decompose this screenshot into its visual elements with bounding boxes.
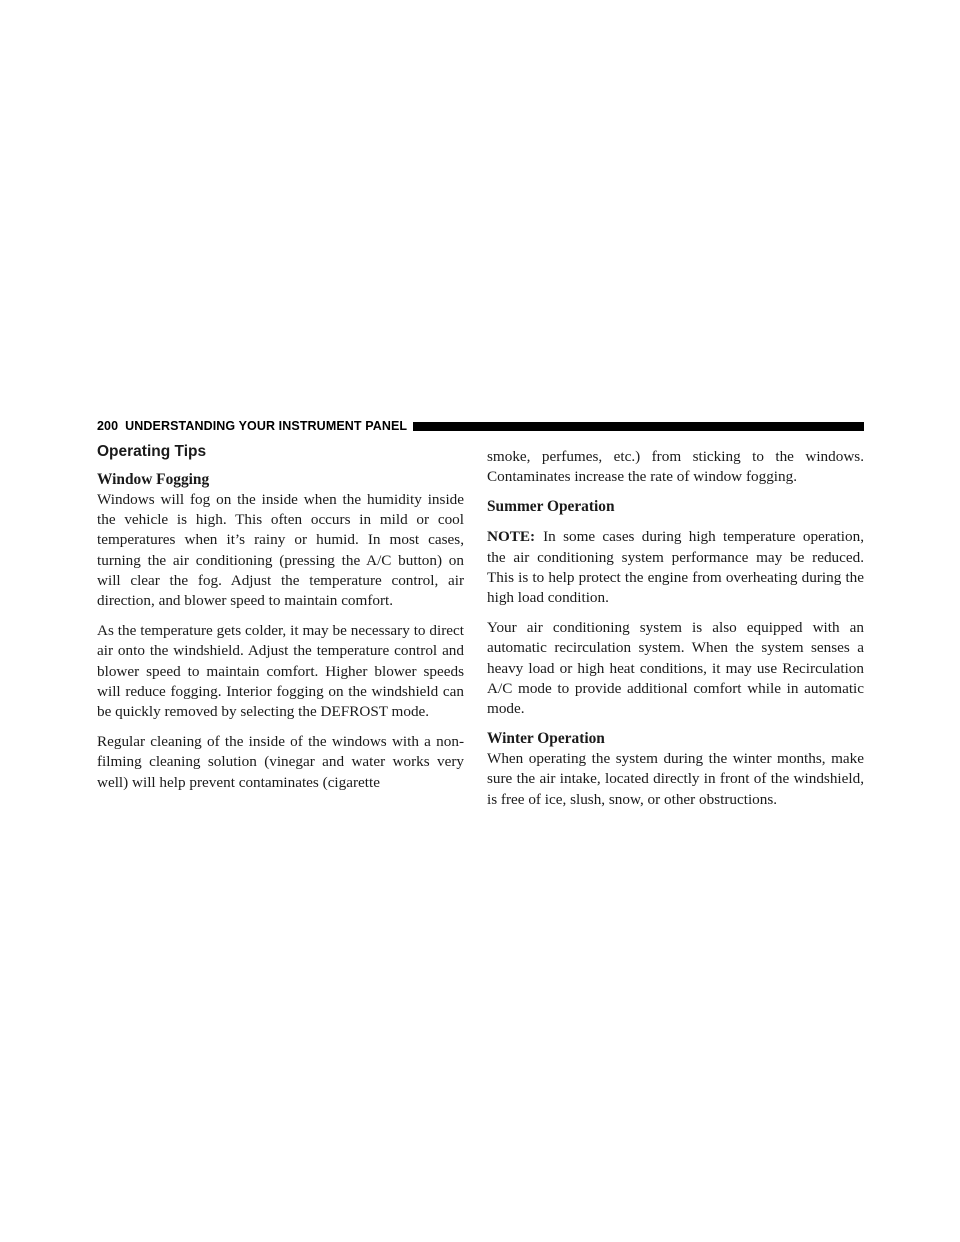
- header-rule: [413, 422, 864, 431]
- paragraph-window-cleaning: Regular cleaning of the inside of the windows with a non-filming cleaning solution (vinegar and water works very well) will help prevent contaminates (cigarette: [97, 733, 464, 791]
- page-header: [97, 418, 864, 434]
- subheading-winter-operation: Winter Operation: [487, 730, 605, 748]
- section-heading-operating-tips: Operating Tips: [97, 443, 207, 460]
- note-text: In some cases during high temperature operation, the air conditioning system performance may be reduced. This is to help protect the engine from overheating during the high load condition.: [487, 528, 864, 607]
- right-column: [487, 447, 864, 820]
- subheading-summer-operation: Summer Operation: [487, 498, 615, 516]
- left-column: [97, 443, 464, 803]
- paragraph-fog-humidity: Windows will fog on the inside when the humidity inside the vehicle is high. This often occurs in mild or cool temperatures when it’s rainy or humid. In most cases, turning the air conditioning (pressing the A/C button) on will clear the fog. Adjust the temperature control, air direction, and blower speed to maintain comfort.: [97, 491, 464, 610]
- paragraph-recirculation: Your air conditioning system is also equipped with an automatic recirculation system. When the system senses a heavy load or high heat conditions, it may use Recirculation A/C mode to provide additional comfort while in automatic mode.: [487, 619, 864, 718]
- note-paragraph: [487, 527, 864, 608]
- paragraph-colder-temperature: As the temperature gets colder, it may be necessary to direct air onto the windshield. Adjust the temperature control and blower speed to maintain comfort. Higher blower speeds will reduce fogging. Interior fogging on the windshield can be quickly removed by selecting the DEFROST mode.: [97, 622, 464, 721]
- note-label: NOTE:: [487, 528, 536, 546]
- running-section-title: UNDERSTANDING YOUR INSTRUMENT PANEL: [125, 419, 408, 433]
- paragraph-contaminates: smoke, perfumes, etc.) from sticking to the windows. Contaminates increase the rate of window fogging.: [487, 448, 864, 486]
- subheading-window-fogging: Window Fogging: [97, 471, 210, 488]
- page-number: 200: [97, 419, 119, 433]
- paragraph-winter: When operating the system during the winter months, make sure the air intake, located directly in front of the windshield, is free of ice, slush, snow, or other obstructions.: [487, 750, 864, 808]
